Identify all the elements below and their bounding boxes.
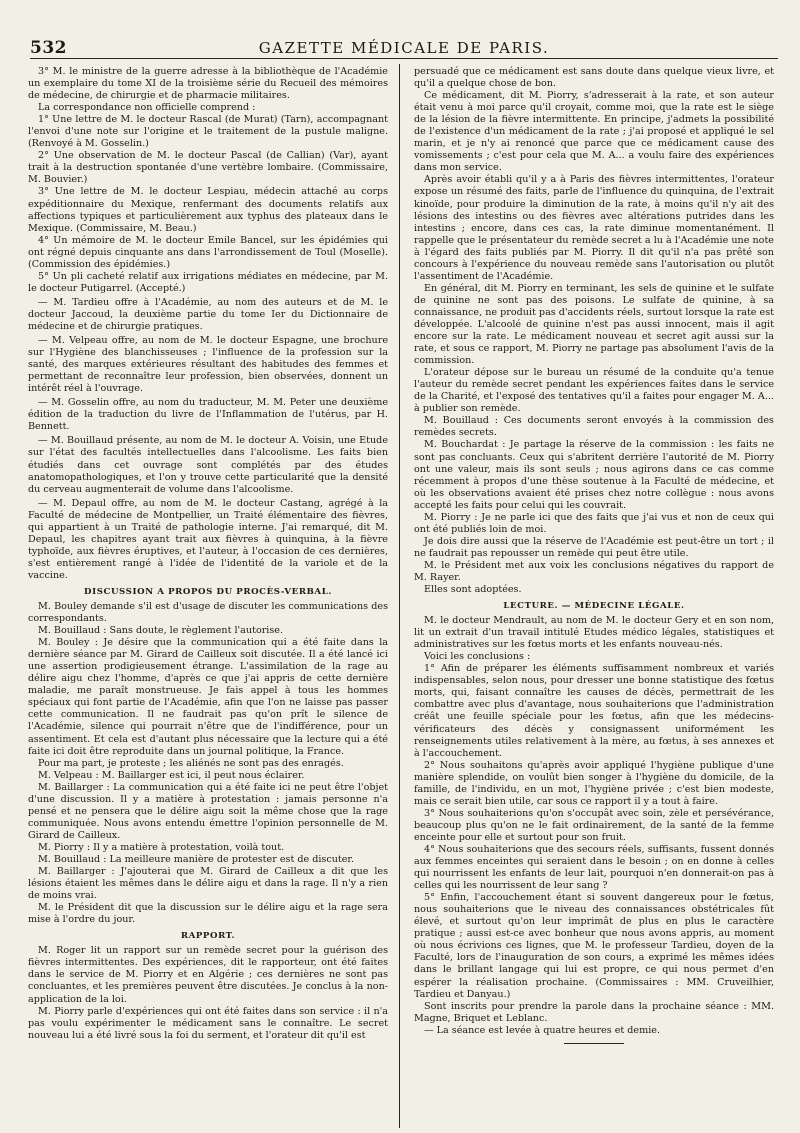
paragraph: M. Piorry : Je ne parle ici que des faits que j'ai vus et non de ceux qui ont été publiés loin de moi. (414, 511, 774, 535)
paragraph: Je dois dire aussi que la réserve de l'Académie est peut-être un tort ; il ne faudrait pas repousser un remède qui peut être utile. (414, 535, 774, 559)
paragraph: — La séance est levée à quatre heures et demie. (424, 1024, 661, 1036)
paragraph: Ce médicament, dit M. Piorry, s'adresserait à la rate, et son auteur était venu à moi parce qu'il croyait, comme moi, que la rate est le siège de la lésion de la fièvre intermittente. En principe, j'admets la possibilité de l'existence d'un médicament de la rate ; j'ai proposé et appliqué le sel marin, et je n'y ai renoncé que parce que ce médicament cause des vomissements ; c'est pour cela que M. A... a voulu faire des expériences dans mon service. (414, 90, 774, 174)
paragraph: M. Velpeau : M. Baillarger est ici, il peut nous éclairer. (38, 769, 305, 781)
paragraph: Après avoir établi qu'il y a à Paris des fièvres intermittentes, l'orateur expose un résumé des faits, parle de l'influence du quinquina, de l'extrait kinoïde, pour produire la diminution de la rate, à moins qu'il n'y ait des lésions des intestins ou des fièvres avec altérations putrides dans les intestins ; encore, dans ces cas, la rate diminue momentanément. Il rappelle que le présentateur du remède secret a lu à l'Académie une note à l'égard des faits publiés par M. Piorry. Il dit qu'il n'a pas prêté son concours à l'expérience du nouveau remède sans l'autorisation ou plutôt l'assentiment de l'Académie. (414, 174, 774, 282)
paragraph: 4° Nous souhaiterions que des secours réels, suffisants, fussent donnés aux femmes enceintes qui seraient dans le besoin ; on en donne à celles qui nourrissent les enfants de leur lait, pourquoi n'en donnerait-on pas à celles qui les nourrissent de leur sang ? (414, 844, 774, 892)
paragraph: M. Bouillaud : La meilleure manière de protester est de discuter. (38, 854, 355, 865)
column-divider (399, 64, 400, 1128)
paragraph: M. Roger lit un rapport sur un remède secret pour la guérison des fièvres intermittentes. Des expériences, dit le rapporteur, ont été faites dans le service de M. Piorry et en Algérie ; ces dernières ne sont pas concluantes, et les premières peuvent être discutées. Je conclus à la non-application de la loi. (28, 945, 388, 1005)
paragraph: 1° Afin de préparer les éléments suffisamment nombreux et variés indispensables, selon nous, pour dresser une bonne statistique des fœtus morts, qui, faisant connaître les causes de décès, permettrait de les combattre avec plus d'avantage, nous souhaiterions que l'administration créât une feuille spéciale pour les fœtus, afin que les médecins-vérificateurs des décès y consignassent uniformément les renseignements utiles relativement à la mère, au fœtus, à ses annexes et à l'accouchement. (414, 663, 774, 759)
paragraph: 3° Nous souhaiterions qu'on s'occupât avec soin, zèle et persévérance, beaucoup plus qu'on ne le fait ordinairement, de la santé de la femme enceinte pour elle et surtout pour son fruit. (414, 807, 774, 843)
paragraph: M. Bouley : Je désire que la communication qui a été faite dans la dernière séance par M. Girard de Cailleux soit discutée. Il a été lancé ici une assertion prodigieusement étrange. L'assimilation de la rage au délire aigu chez l'homme, d'après ce que j'ai appris de cette dernière maladie, me paraît monstrueuse. Je fais appel à tous les hommes spéciaux qui font partie de l'Académie, afin que l'on ne laisse pas passer cette communication. Il ne faudrait pas qu'on prît le silence de l'Académie, silence qui pourrait n'être que de l'indifférence, pour un assentiment. Et cela est d'autant plus nécessaire que la lecture qui a été faite ici doit être reproduite dans un journal politique, la France. (28, 637, 388, 757)
journal-title: GAZETTE MÉDICALE DE PARIS. (258, 39, 550, 57)
section-heading: DISCUSSION A PROPOS DU PROCÈS-VERBAL. (84, 586, 332, 597)
paragraph: M. Bouley demande s'il est d'usage de discuter les communications des correspondants. (28, 601, 388, 625)
paragraph: En général, dit M. Piorry en terminant, les sels de quinine et le sulfate de quinine ne sont pas des poisons. Le sulfate de quinine, à sa connaissance, ne produit pas d'accidents réels, surtout lorsque la rate est développée. L'alcoolé de quinine n'est pas aussi innocent, mais il agit encore sur la rate. Le médicament nouveau et secret agit aussi sur la rate, et sous ce rapport, M. Piorry ne partage pas absolument l'avis de la commission. (414, 282, 774, 367)
paragraph: 5° Un pli cacheté relatif aux irrigations médiates en médecine, par M. le docteur Putigarrel. (Accepté.) (28, 270, 388, 294)
paragraph: M. le Président met aux voix les conclusions négatives du rapport de M. Rayer. (414, 559, 774, 583)
end-rule (564, 1043, 624, 1044)
paragraph: — M. Depaul offre, au nom de M. le docteur Castang, agrégé à la Faculté de médecine de Montpellier, un Traité élémentaire des fièvres, qui appartient à un Traité de pathologie interne. J'ai remarqué, dit M. Depaul, les chapitres ayant trait aux fièvres à quinquina, à la fièvre typhoïde, aux fièvres éruptives, et l'auteur, à l'occasion de ces dernières, s'est entièrement rangé à l'idée de l'identité de la variole et de la vaccine. (28, 497, 388, 581)
paragraph: — M. Velpeau offre, au nom de M. le docteur Espagne, une brochure sur l'Hygiène des blanchisseuses ; l'influence de la profession sur la santé, des marques extérieures résultant des habitudes des femmes et permettant de reconnaître leur profession, bien observées, donnent un intérêt réel à l'ouvrage. (28, 335, 388, 395)
paragraph: La correspondance non officielle comprend : (38, 102, 256, 114)
paragraph: M. Piorry parle d'expériences qui ont été faites dans son service : il n'a pas voulu expérimenter le médicament sans le connaître. Le secret nouveau lui a été livré sous la foi du serment, et l'orateur dit qu'il est (28, 1005, 388, 1041)
paragraph: Sont inscrits pour prendre la parole dans la prochaine séance : MM. Magne, Briquet et Leblanc. (414, 1000, 774, 1024)
paragraph: M. le docteur Mendrault, au nom de M. le docteur Gery et en son nom, lit un extrait d'un travail intitulé Etudes médico légales, statistiques et administratives sur les fœtus morts et les enfants nouveau-nés. (414, 615, 774, 651)
paragraph: 4° Un mémoire de M. le docteur Emile Bancel, sur les épidémies qui ont régné depuis cinquante ans dans l'arrondissement de Toul (Moselle). (Commission des épidémies.) (28, 234, 388, 270)
paragraph: M. Piorry : Il y a matière à protestation, voilà tout. (38, 841, 285, 853)
paragraph: M. le Président dit que la discussion sur le délire aigu et la rage sera mise à l'ordre du jour. (28, 902, 388, 926)
paragraph: Pour ma part, je proteste ; les aliénés ne sont pas des enragés. (38, 757, 344, 769)
paragraph: 3° Une lettre de M. le docteur Lespiau, médecin attaché au corps expéditionnaire du Mexique, renfermant des documents relatifs aux affections typiques et particulièrement aux typhus des plateaux dans le Mexique. (Commissaire, M. Beau.) (28, 186, 388, 234)
paragraph: Voici les conclusions : (424, 651, 531, 663)
paragraph: Elles sont adoptées. (424, 584, 522, 596)
paragraph: M. Baillarger : J'ajouterai que M. Girard de Cailleux a dit que les lésions étaient les mêmes dans le délire aigu et dans la rage. Il n'y a rien de moins vrai. (28, 866, 388, 902)
paragraph: persuadé que ce médicament est sans doute dans quelque vieux livre, et qu'il a quelque chose de bon. (414, 66, 774, 90)
section-heading: LECTURE. — MÉDECINE LÉGALE. (503, 601, 685, 612)
paragraph: M. Bouillaud : Sans doute, le règlement l'autorise. (38, 625, 284, 637)
paragraph: 5° Enfin, l'accouchement étant si souvent dangereux pour le fœtus, nous souhaiterions que le niveau des connaissances obstétricales fût élevé, et surtout qu'on leur imprimât de plus en plus le caractère pratique ; aussi est-ce avec bonheur que nous avons appris, au moment où nous écrivions ces lignes, que M. le professeur Tardieu, doyen de la Faculté, lors de l'inauguration de son cours, a exprimé les mêmes idées dans le brillant langage qui lui est propre, ce qui nous permet d'en espérer la réalisation prochaine. (Commissaires : MM. Cruveilhier, Tardieu et Danyau.) (414, 892, 774, 1000)
paragraph: 3° M. le ministre de la guerre adresse à la bibliothèque de l'Académie un exemplaire du tome XI de la troisième série du Recueil des mémoires de médecine, de chirurgie et de pharmacie militaires. (28, 66, 388, 102)
paragraph: 1° Une lettre de M. le docteur Rascal (de Murat) (Tarn), accompagnant l'envoi d'une note sur l'origine et le traitement de la pustule maligne. (Renvoyé à M. Gosselin.) (28, 114, 388, 150)
page-header (30, 36, 778, 59)
right-column (414, 66, 774, 1126)
paragraph: 2° Une observation de M. le docteur Pascal (de Callian) (Var), ayant trait à la destruction spontanée d'une vertèbre lombaire. (Commissaire, M. Bouvier.) (28, 150, 388, 186)
left-column (28, 66, 388, 1126)
paragraph: M. Bouchardat : Je partage la réserve de la commission : les faits ne sont pas concluants. Ceux qui s'abritent derrière l'autorité de M. Piorry ont une valeur, mais ils sont seuls ; nous agirons dans ce cas comme récemment à propos d'une thèse soutenue à la Faculté de médecine, et où les observations avaient été prises chez notre collègue : nous avons accepté les faits pour celui qui les couvrait. (414, 439, 774, 511)
section-heading: RAPPORT. (180, 931, 236, 942)
paragraph: — M. Gosselin offre, au nom du traducteur, M. M. Peter une deuxième édition de la traduction du livre de l'Inflammation de l'utérus, par H. Bennett. (28, 397, 388, 433)
paragraph: 2° Nous souhaitons qu'après avoir appliqué l'hygiène publique d'une manière splendide, on voulût bien songer à l'hygiène du domicile, de la famille, de l'individu, en un mot, l'hygiène privée ; c'est bien modeste, mais ce serait bien utile, car sous ce rapport il y a tout à faire. (414, 759, 774, 807)
page-number: 532 (30, 38, 67, 58)
paragraph: M. Baillarger : La communication qui a été faite ici ne peut être l'objet d'une discussion. Il y a matière à protestation : jamais personne n'a pensé et ne pensera que le délire aigu soit la même chose que la rage communiquée. Nous avons entendu émettre l'opinion personnelle de M. Girard de Cailleux. (28, 781, 388, 841)
paragraph: — M. Bouillaud présente, au nom de M. le docteur A. Voisin, une Etude sur l'état des facultés intellectuelles dans l'alcoolisme. Les faits bien étudiés dans cet ouvrage sont complétés par des études anatomopathologiques, et l'on y trouve cette particularité que la densité du cerveau augmenterait de volume dans l'alcoolisme. (28, 435, 388, 495)
paragraph: L'orateur dépose sur le bureau un résumé de la conduite qu'a tenue l'auteur du remède secret pendant les expériences faites dans le service de la Charité, et l'exposé des tentatives qu'il a faites pour engager M. A... à publier son remède. (414, 367, 774, 415)
paragraph: M. Bouillaud : Ces documents seront envoyés à la commission des remèdes secrets. (414, 415, 774, 439)
paragraph: — M. Tardieu offre à l'Académie, au nom des auteurs et de M. le docteur Jaccoud, la deuxième partie du tome Ier du Dictionnaire de médecine et de chirurgie pratiques. (28, 296, 388, 332)
